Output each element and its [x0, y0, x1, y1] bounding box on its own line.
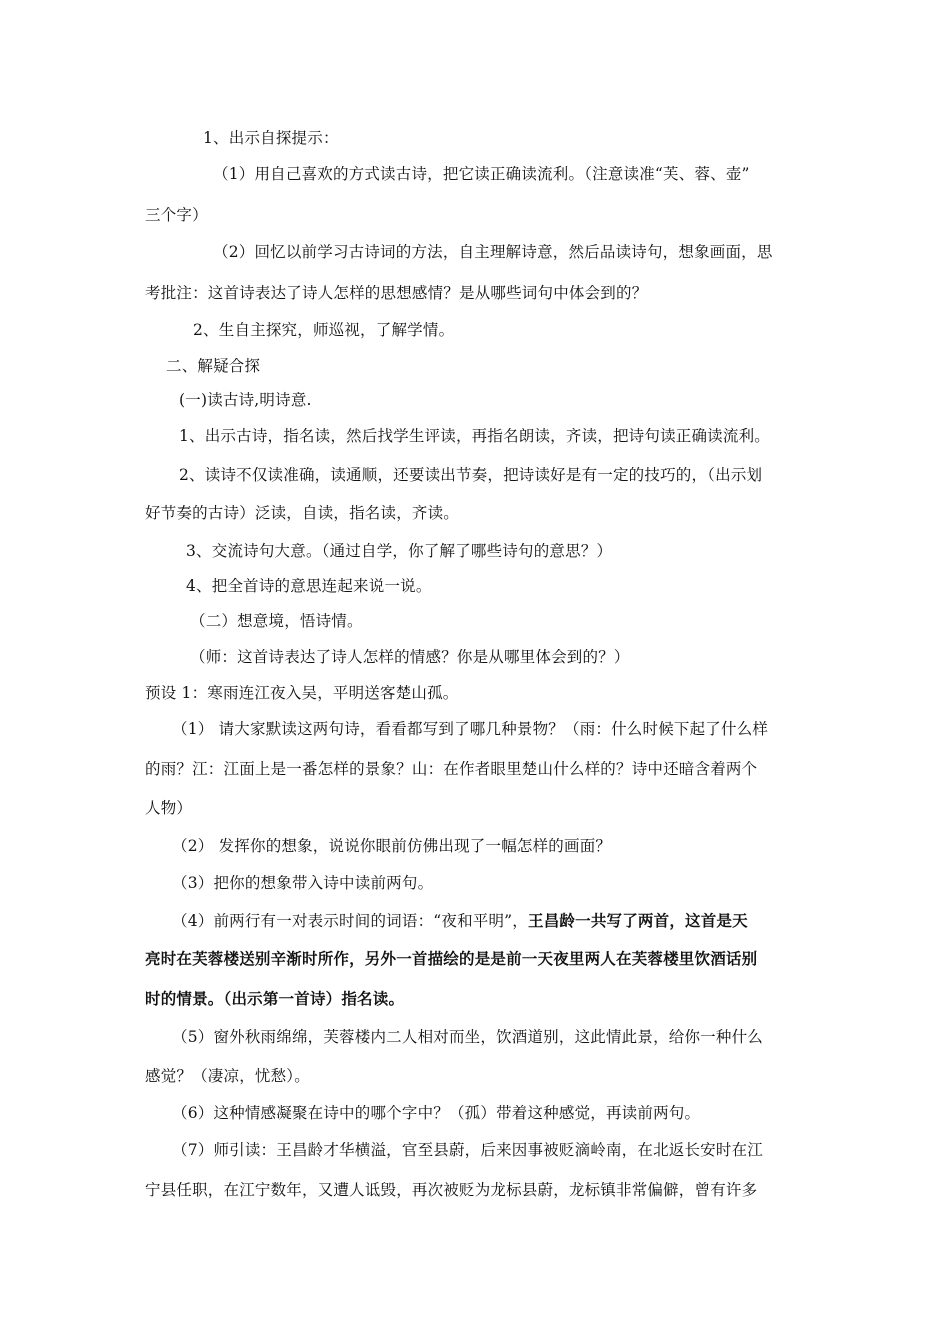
paragraph-line: （1） 请大家默读这两句诗，看看都写到了哪几种景物？（雨：什么时候下起了什么样 — [172, 720, 769, 738]
paragraph-line: 好节奏的古诗）泛读，自读，指名读，齐读。 — [145, 504, 460, 522]
paragraph-line: 宁县任职，在江宁数年，又遭人诋毁，再次被贬为龙标县蔚，龙标镇非常偏僻，曾有许多 — [145, 1181, 758, 1199]
subsection-heading: (一)读古诗,明诗意. — [179, 391, 312, 409]
paragraph-line-bold: 时的情景。（出示第一首诗）指名读。 — [145, 989, 405, 1008]
paragraph-line: （师：这首诗表达了诗人怎样的情感？你是从哪里体会到的？） — [190, 648, 630, 666]
paragraph-line: （7）师引读：王昌龄才华横溢，官至县蔚，后来因事被贬滴岭南，在北返长安时在江 — [172, 1141, 763, 1159]
paragraph-line-bold: 亮时在芙蓉楼送别辛渐时所作，另外一首描绘的是是前一天夜里两人在芙蓉楼里饮酒话别 — [145, 949, 758, 968]
paragraph-line: 2、读诗不仅读准确，读通顺，还要读出节奏，把诗读好是有一定的技巧的，（出示划 — [179, 466, 763, 484]
paragraph-line: （1）用自己喜欢的方式读古诗，把它读正确读流利。（注意读准“芙、蓉、壶” — [213, 165, 750, 183]
paragraph-line: 的雨？江：江面上是一番怎样的景象？山：在作者眼里楚山什么样的？诗中还暗含着两个 — [145, 760, 758, 778]
section-heading: 二、解疑合探 — [166, 357, 261, 375]
paragraph-line — [172, 911, 748, 931]
paragraph-line: 三个字） — [145, 206, 208, 224]
paragraph-line: （2） 发挥你的想象，说说你眼前仿佛出现了一幅怎样的画面？ — [172, 837, 612, 855]
paragraph-line: 考批注：这首诗表达了诗人怎样的思想感情？是从哪些词句中体会到的？ — [145, 284, 648, 302]
paragraph-line: 2、生自主探究，师巡视，了解学情。 — [193, 321, 455, 339]
subsection-heading: （二）想意境，悟诗情。 — [190, 612, 363, 630]
paragraph-line: 1、出示自探提示： — [203, 129, 339, 147]
paragraph-line: 3、交流诗句大意。（通过自学，你了解了哪些诗句的意思？） — [186, 542, 613, 560]
paragraph-bold-text: 王昌龄一共写了两首，这首是天 — [528, 911, 748, 930]
paragraph-line: 预设 1：寒雨连江夜入吴，平明送客楚山孤。 — [145, 684, 459, 702]
paragraph-line: 4、把全首诗的意思连起来说一说。 — [186, 577, 432, 595]
paragraph-line: 1、出示古诗，指名读，然后找学生评读，再指名朗读，齐读，把诗句读正确读流利。 — [179, 427, 770, 445]
paragraph-text: （4）前两行有一对表示时间的词语：“夜和平明”， — [172, 912, 529, 930]
paragraph-line: 感觉？（凄凉，忧愁）。 — [145, 1067, 310, 1085]
paragraph-line: 人物） — [145, 799, 193, 817]
paragraph-line: （6）这种情感凝聚在诗中的哪个字中？（孤）带着这种感觉，再读前两句。 — [172, 1104, 701, 1122]
paragraph-line: （3）把你的想象带入诗中读前两句。 — [172, 874, 434, 892]
paragraph-line: （5）窗外秋雨绵绵，芙蓉楼内二人相对而坐，饮酒道别，这此情此景，给你一种什么 — [172, 1028, 763, 1046]
paragraph-line: （2）回忆以前学习古诗词的方法，自主理解诗意，然后品读诗句，想象画面，思 — [213, 243, 773, 261]
